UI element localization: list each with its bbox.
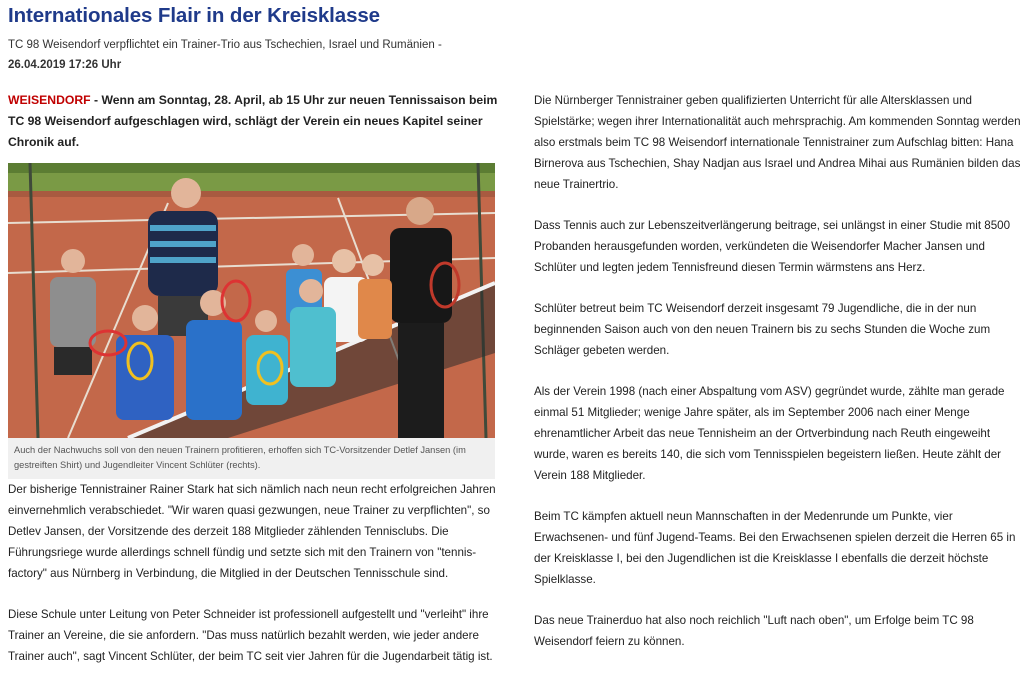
lead-place: WEISENDORF <box>8 93 91 107</box>
photo-caption: Auch der Nachwuchs soll von den neuen Trainern profitieren, erhoffen sich TC-Vorsitzender Detlef Jansen (im gestreiften Shirt) und Jugendleiter Vincent Schlüter (rechts). <box>14 445 466 470</box>
paragraph: Das neue Trainerduo hat also noch reichlich "Luft nach oben", um Erfolge beim TC 98 Weisendorf feiern zu können. <box>534 614 974 648</box>
paragraph: Der bisherige Tennistrainer Rainer Stark hat sich nämlich nach neun recht erfolgreichen Jahren einvernehmlich verabschiedet. "Wir waren quasi gezwungen, neue Trainer zu verpflichten", so Detlev Jansen, der Vorsitzende des derzeit 188 Mitglieder zählenden Tennisclubs. Die Führungsriege wurde allerdings schnell fündig und setzte sich mit den Trainern von "tennis-factory" aus Nürnberg in Verbindung, die Mitglied in der Deutschen Tennisschule sind. <box>8 483 496 580</box>
article-date: 26.04.2019 17:26 Uhr <box>8 59 122 71</box>
paragraph: Beim TC kämpfen aktuell neun Mannschaften in der Medenrunde um Punkte, vier Erwachsenen- und fünf Jugend-Teams. Bei den Erwachsenen spielen derzeit die Herren 65 in der Kreisklasse I, bei den Jugendlichen ist die Kreisklasse I ebenfalls die derzeit höchste Spielklasse. <box>534 510 1016 586</box>
paragraph: Als der Verein 1998 (nach einer Abspaltung vom ASV) gegründet wurde, zählte man gerade einmal 51 Mitglieder; wenige Jahre später, als im September 2006 nach einer Menge ehrenamtlicher Arbeit das neue Tennisheim an der Ortverbindung nach Reuth eingeweiht wurde, waren es bereits 140, die sich vom Tennisspielen begeistern ließen. Heute zählt der Verein 188 Mitglieder. <box>534 385 1005 482</box>
article-subtitle-block <box>8 35 442 75</box>
paragraph: Die Nürnberger Tennistrainer geben qualifizierten Unterricht für alle Altersklassen und Spielstärke; wegen ihrer Internationalität auch mehrsprachig. Am kommenden Sonntag werden also erstmals beim TC 98 Weisendorf internationale Tennistrainer zum Aufschlag bitten: Hana Birnerova aus Tschechien, Shay Nadjan aus Israel und Andrea Mihai aus Rumänien bilden das neue Trainertrio. <box>534 94 1021 191</box>
paragraph: Schlüter betreut beim TC Weisendorf derzeit insgesamt 79 Jugendliche, die in der nun beginnenden Saison auch von den neuen Trainern bis zu sechs Stunden die Woche zum Schläger gebeten werden. <box>534 302 991 357</box>
article-photo-figure <box>8 163 495 479</box>
paragraph: Diese Schule unter Leitung von Peter Schneider ist professionell aufgestellt und "verleiht" ihre Trainer an Vereine, die sie anfordern. "Das muss natürlich bezahlt werden, wie jeder andere Trainer auch", sagt Vincent Schlüter, der beim TC seit vier Jahren für die Jugendarbeit tätig ist. <box>8 608 493 663</box>
paragraph: Dass Tennis auch zur Lebenszeitverlängerung beitrage, sei unlängst in einer Studie mit 8500 Probanden herausgefunden worden, verkündeten die Weisendorfer Macher Jansen und Schlüter und legten jedem Tennisfreund diesen Termin wärmstens ans Herz. <box>534 219 1011 274</box>
article-lead <box>8 90 500 153</box>
article-photo <box>8 163 495 438</box>
article-subtitle: TC 98 Weisendorf verpflichtet ein Trainer-Trio aus Tschechien, Israel und Rumänien - <box>8 39 442 51</box>
article-column-right <box>534 90 1024 672</box>
article-column-left <box>8 90 500 687</box>
lead-text: - Wenn am Sonntag, 28. April, ab 15 Uhr zur neuen Tennissaison beim TC 98 Weisendorf aufgeschlagen wird, schlägt der Verein ein neues Kapitel seiner Chronik auf. <box>8 93 498 149</box>
article-title: Internationales Flair in der Kreisklasse <box>8 4 380 27</box>
